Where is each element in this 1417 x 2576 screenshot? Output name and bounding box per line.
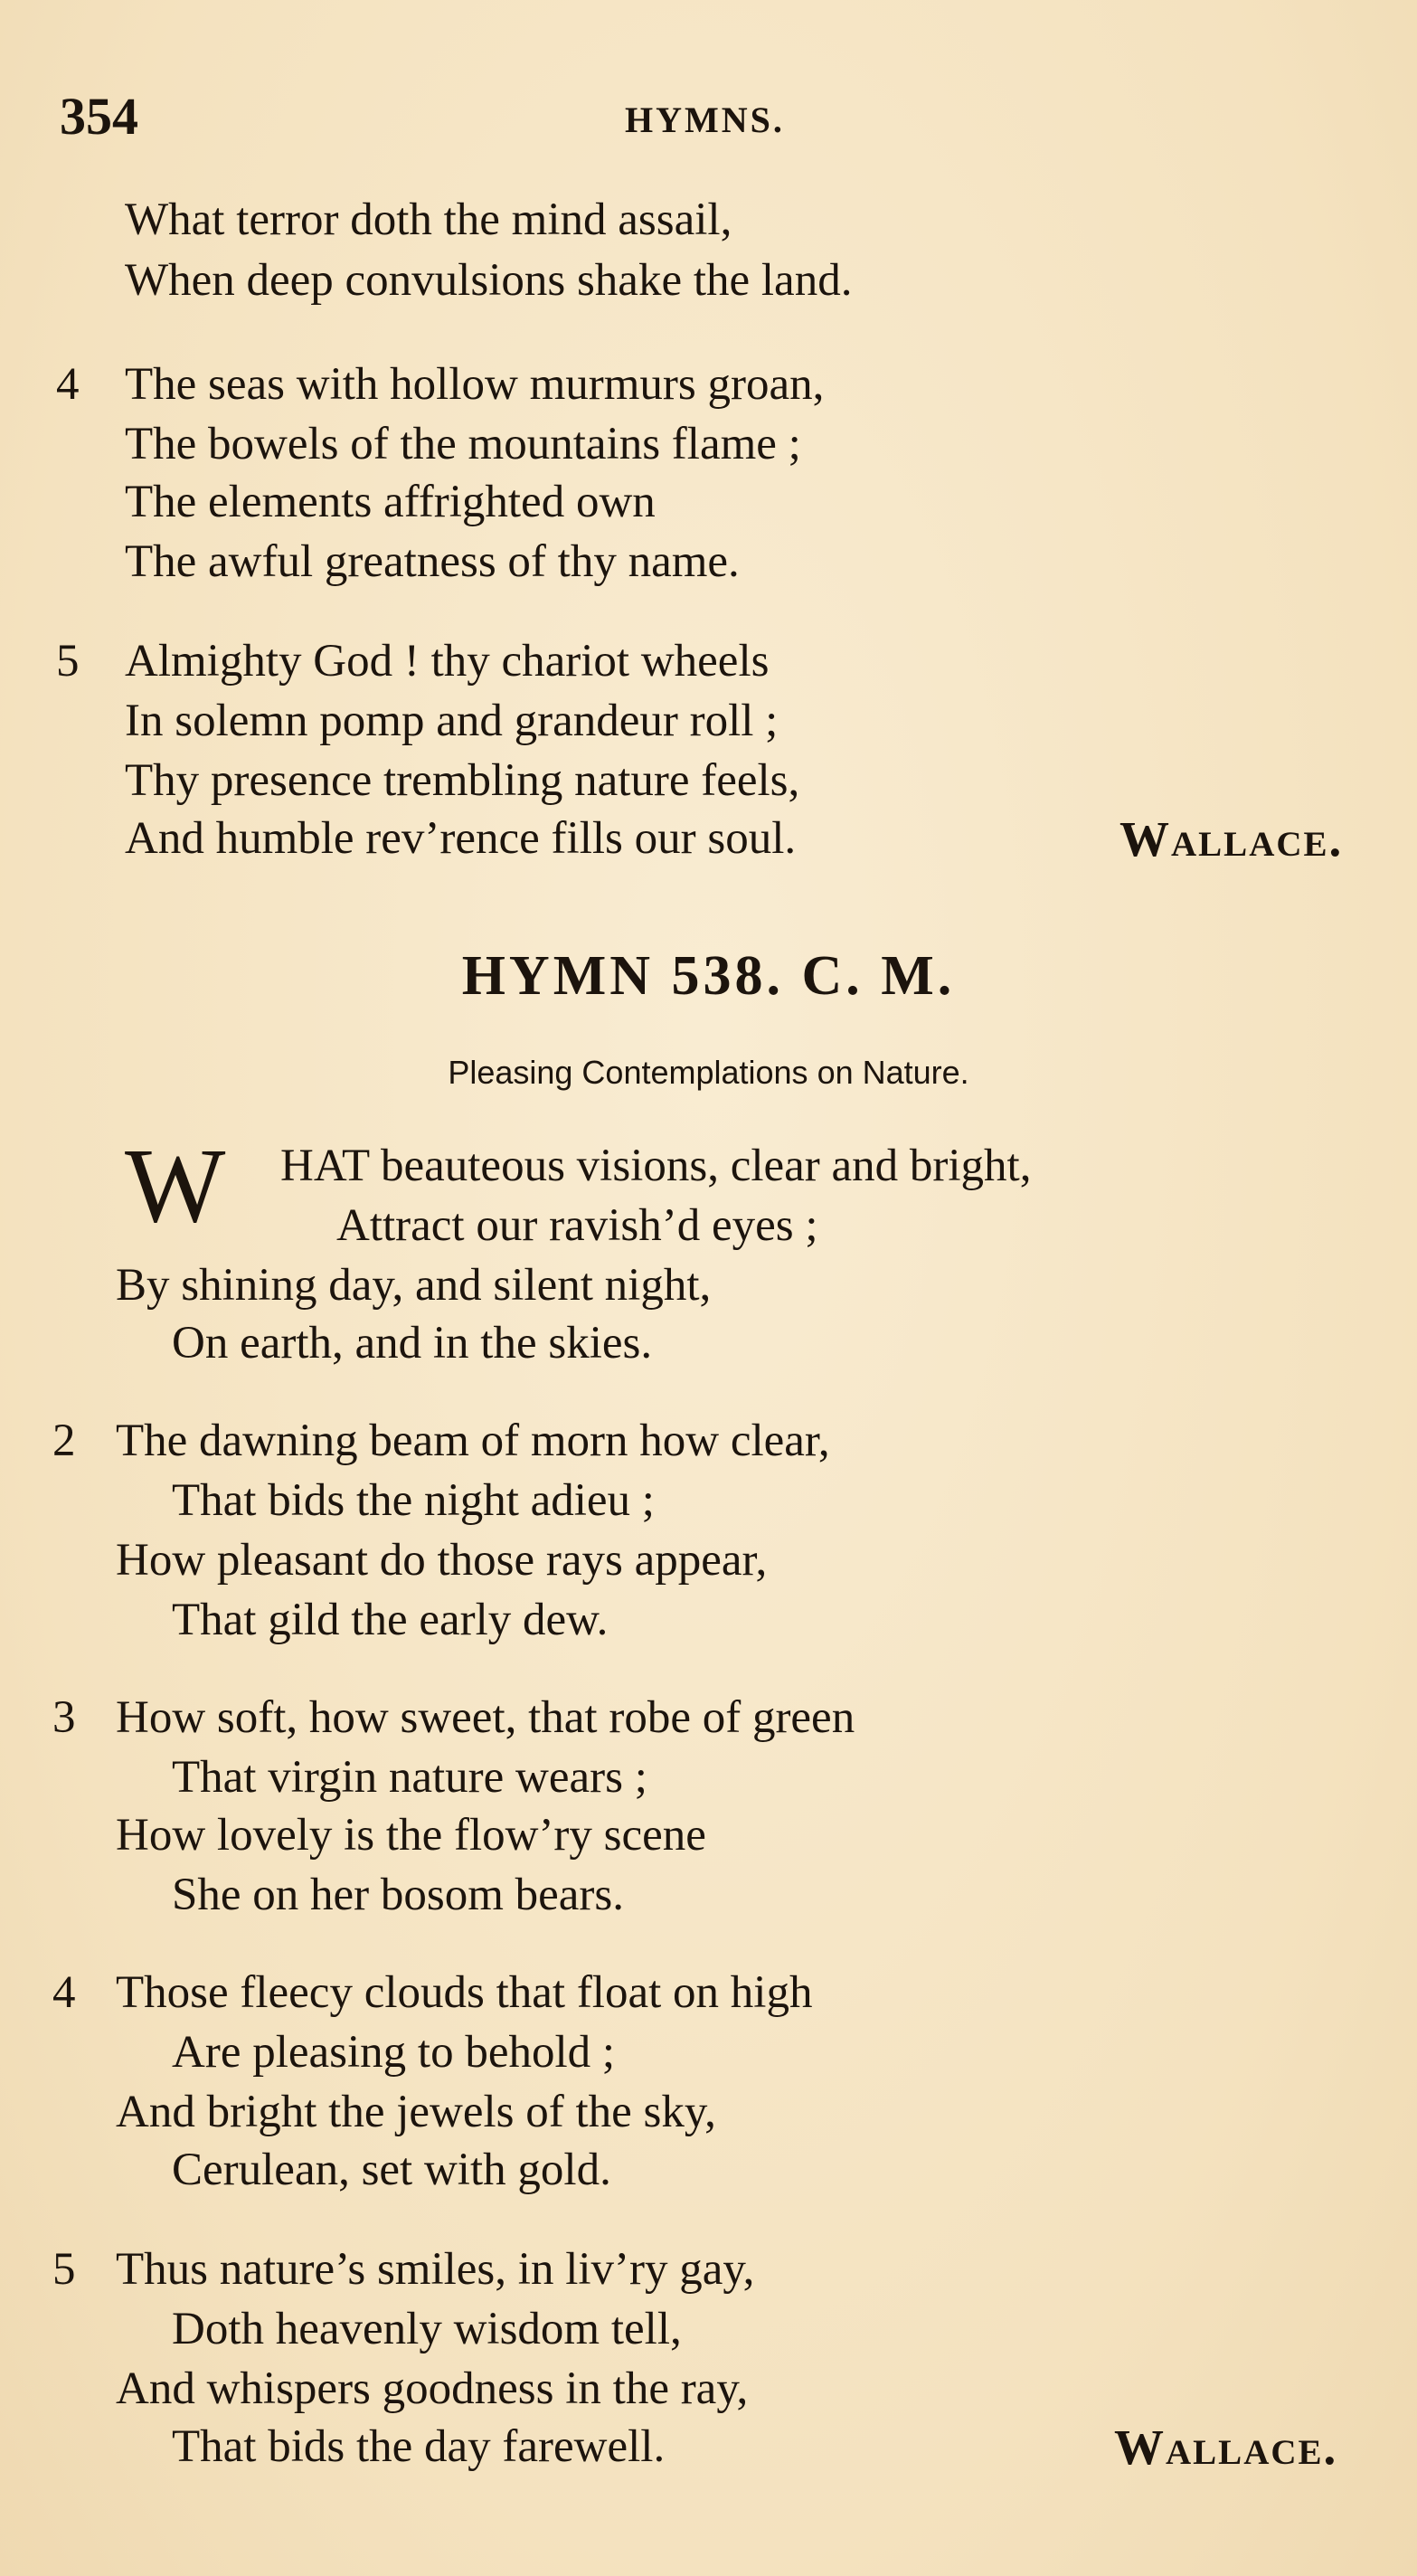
verse-line: And humble rev’rence fills our soul.: [125, 813, 797, 864]
verse-line: Doth heavenly wisdom tell,: [172, 2304, 682, 2354]
verse-line: That bids the night adieu ;: [172, 1475, 655, 1526]
verse-line: That gild the early dew.: [172, 1595, 609, 1645]
verse-line: Thy presence trembling nature feels,: [125, 755, 800, 806]
drop-cap: W: [125, 1126, 226, 1245]
verse-line: The bowels of the mountains flame ;: [125, 419, 801, 469]
stanza-number: 3: [52, 1692, 76, 1743]
verse-line: How pleasant do those rays appear,: [116, 1535, 768, 1586]
verse-line: HAT beauteous visions, clear and bright,: [280, 1141, 1032, 1191]
verse-line: The dawning beam of morn how clear,: [116, 1416, 830, 1466]
verse-line: In solemn pomp and grandeur roll ;: [125, 696, 779, 746]
verse-line: Those fleecy clouds that float on high: [116, 1967, 813, 2018]
verse-line: She on her bosom bears.: [172, 1870, 624, 1920]
verse-line: How lovely is the flow’ry scene: [116, 1810, 706, 1861]
stanza-number: 5: [52, 2244, 76, 2295]
author-attribution: Wallace.: [1119, 811, 1344, 867]
verse-line: And whispers goodness in the ray,: [116, 2363, 749, 2414]
verse-line: What terror doth the mind assail,: [125, 194, 732, 245]
verse-line: By shining day, and silent night,: [116, 1260, 712, 1311]
running-head: HYMNS.: [625, 99, 785, 140]
verse-line: Attract our ravish’d eyes ;: [336, 1200, 818, 1251]
verse-line: Thus nature’s smiles, in liv’ry gay,: [116, 2244, 755, 2295]
verse-line: And bright the jewels of the sky,: [116, 2087, 716, 2137]
verse-line: The awful greatness of thy name.: [125, 536, 740, 587]
page-header: [60, 86, 1380, 149]
stanza-number: 2: [52, 1416, 76, 1466]
verse-line: Almighty God ! thy chariot wheels: [125, 636, 770, 687]
page-number: 354: [60, 87, 138, 146]
stanza-number: 5: [56, 636, 80, 687]
stanza-number: 4: [56, 359, 80, 410]
verse-line: How soft, how sweet, that robe of green: [116, 1692, 855, 1743]
verse-line: The seas with hollow murmurs groan,: [125, 359, 825, 410]
verse-line: Are pleasing to behold ;: [172, 2027, 616, 2078]
hymn-subtitle: Pleasing Contemplations on Nature.: [448, 1054, 969, 1091]
author-attribution: Wallace.: [1114, 2420, 1338, 2475]
verse-line: On earth, and in the skies.: [172, 1318, 653, 1368]
verse-line: That bids the day farewell.: [172, 2421, 666, 2472]
verse-line: Cerulean, set with gold.: [172, 2145, 611, 2195]
stanza-number: 4: [52, 1967, 76, 2018]
verse-line: That virgin nature wears ;: [172, 1752, 647, 1803]
verse-line: The elements affrighted own: [125, 477, 656, 527]
hymn-title: HYMN 538. C. M.: [461, 945, 956, 1007]
verse-line: When deep convulsions shake the land.: [125, 255, 853, 306]
